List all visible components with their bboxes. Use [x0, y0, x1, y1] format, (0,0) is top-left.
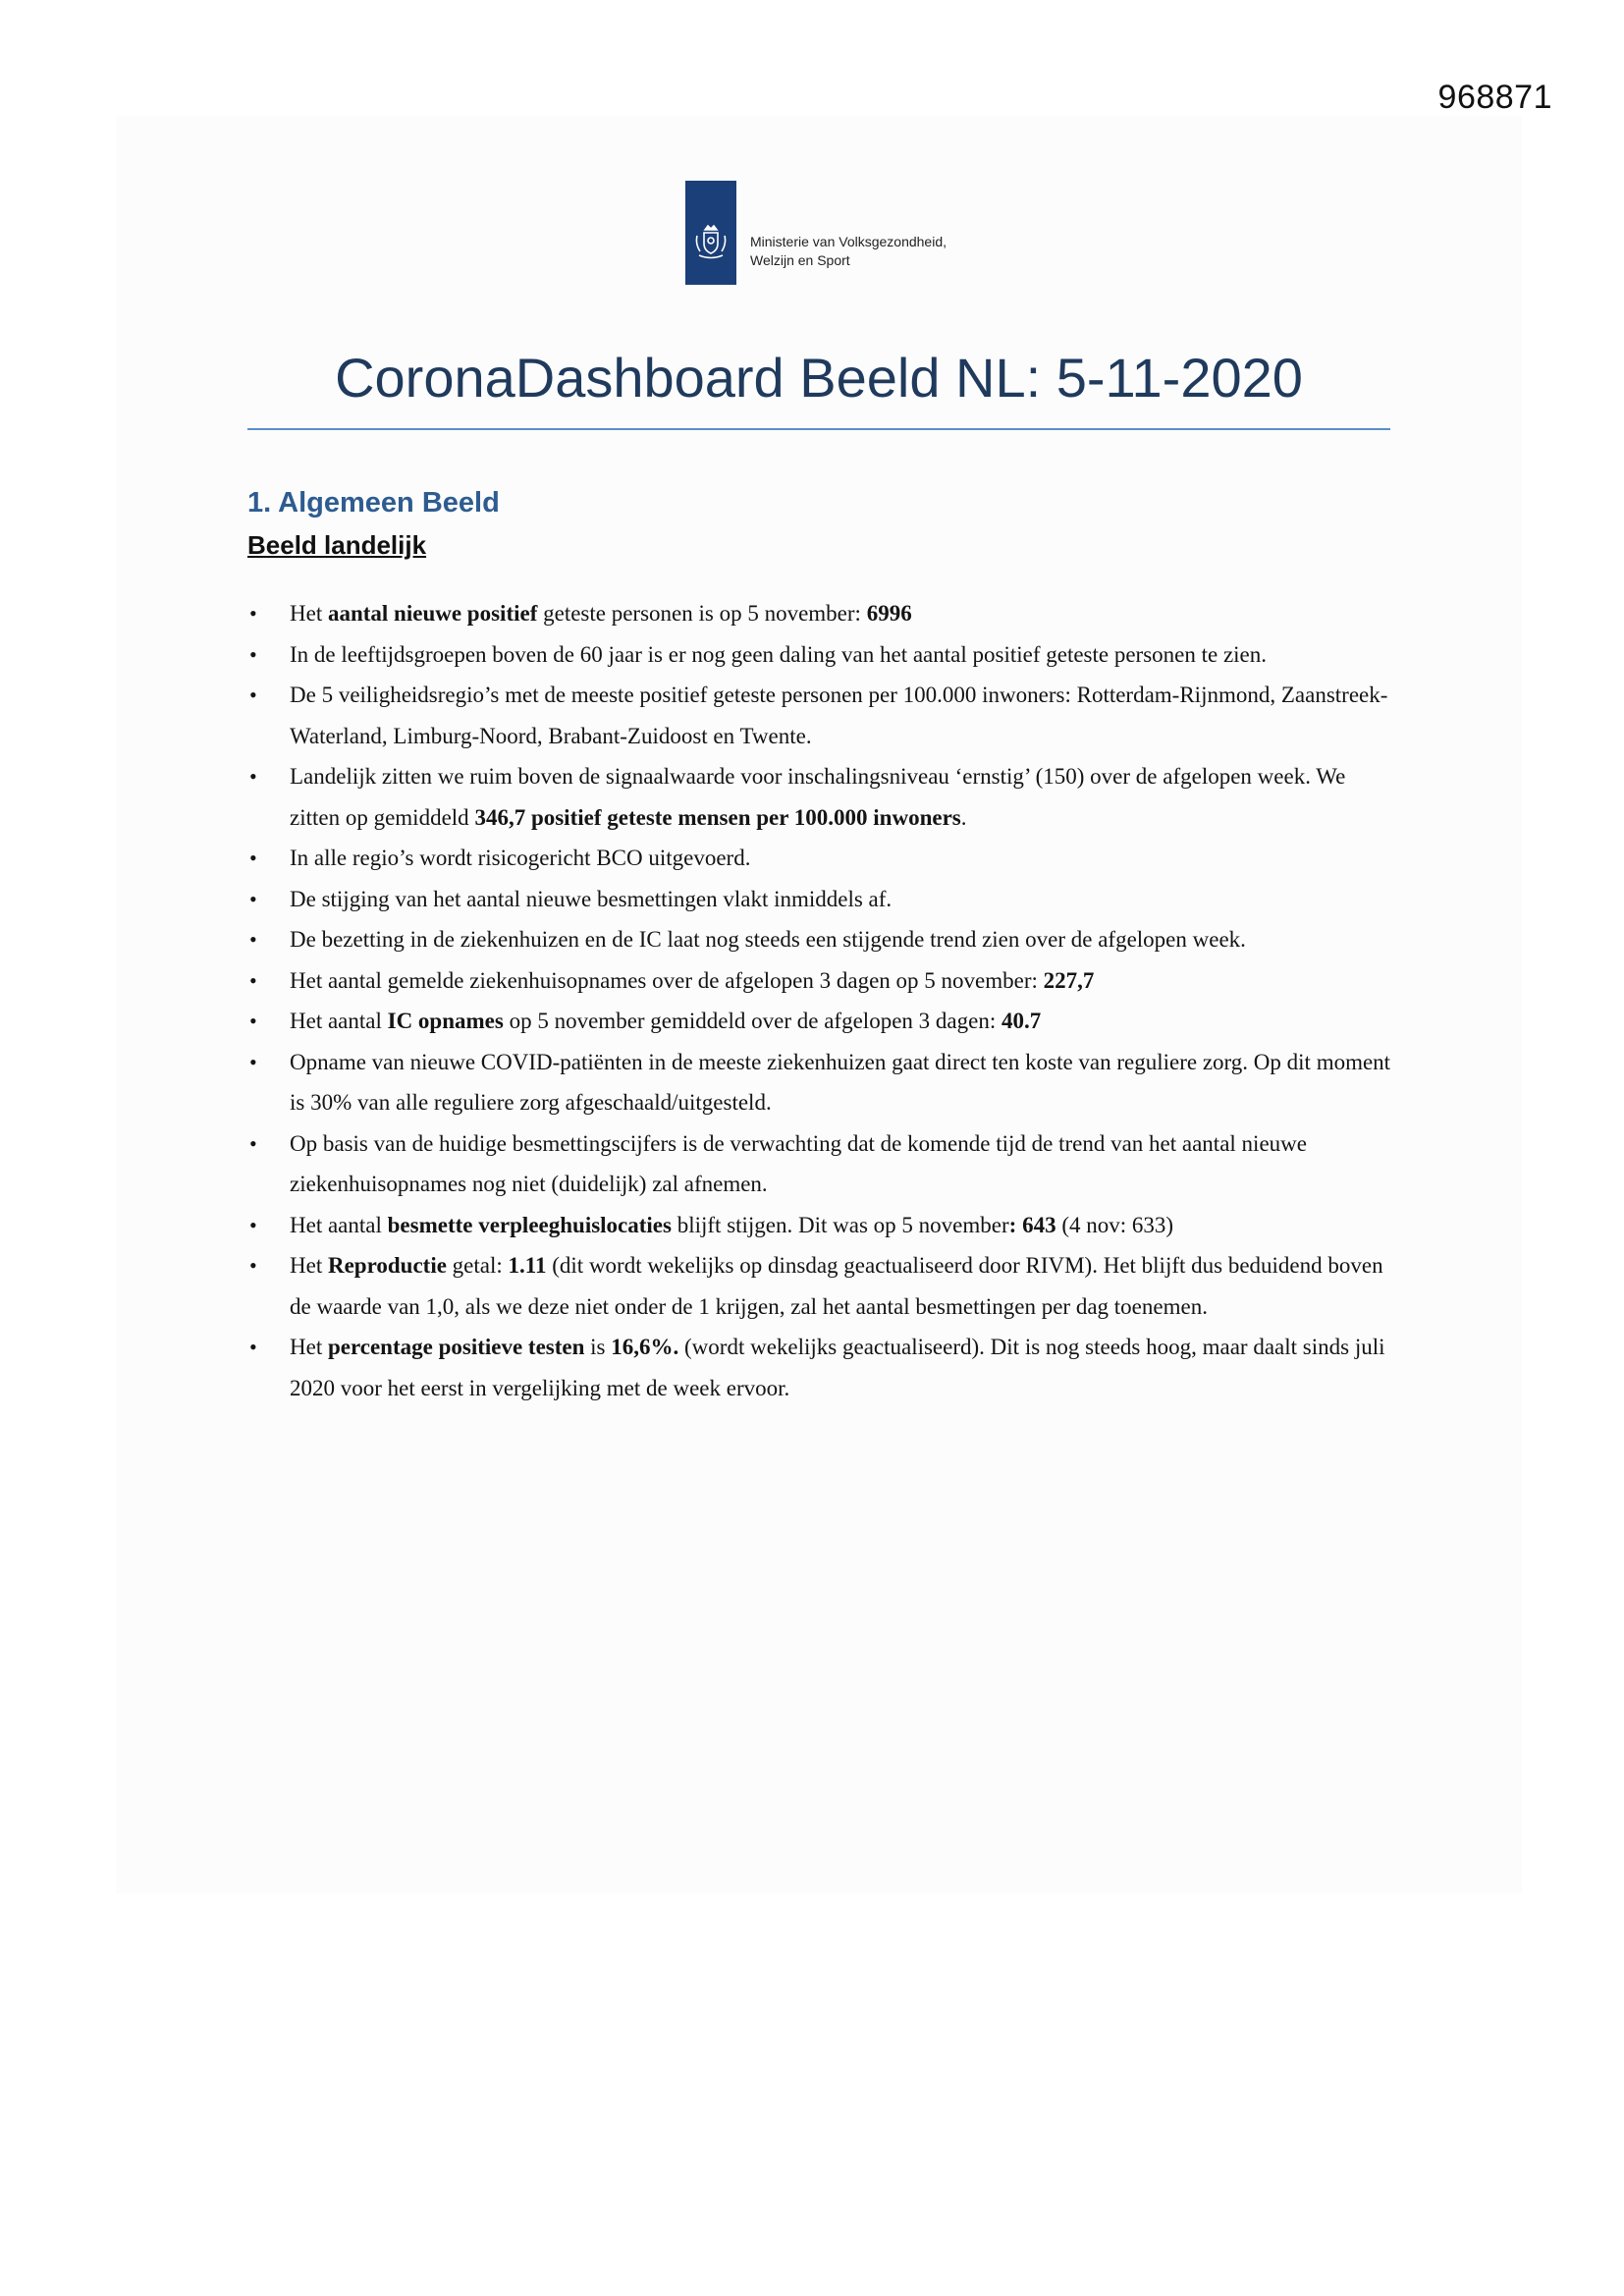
bullet-item [247, 756, 1398, 838]
bullet-text-bold: 6996 [866, 601, 912, 626]
bullet-text: In alle regio’s wordt risicogericht BCO uitgevoerd. [290, 846, 751, 870]
bullet-item [247, 1042, 1398, 1123]
bullet-text-bold: : 643 [1008, 1212, 1056, 1237]
document-title: CoronaDashboard Beeld NL: 5-11-2020 [335, 347, 1303, 409]
royal-crest-icon [691, 222, 731, 261]
bullet-text: is [584, 1335, 612, 1359]
bullet-text: De stijging van het aantal nieuwe besmettingen vlakt inmiddels af. [290, 886, 893, 911]
bullet-text-bold: 16,6%. [611, 1335, 679, 1359]
bullet-text-bold: percentage positieve testen [327, 1335, 585, 1359]
bullet-text: Het aantal gemelde ziekenhuisopnames over de afgelopen 3 dagen op 5 november: [290, 967, 1044, 993]
title-divider [247, 428, 1390, 430]
sub-heading: Beeld landelijk [247, 530, 427, 560]
bullet-item [247, 675, 1398, 756]
bullet-text-bold: 346,7 positief geteste mensen per 100.000 inwoners [474, 804, 961, 830]
bullet-list [247, 593, 1398, 1408]
bullet-text: op 5 november gemiddeld over de afgelopen 3 dagen: [503, 1009, 1001, 1033]
bullet-text-bold: Reproductie [327, 1253, 447, 1278]
ministry-logo-block [685, 181, 736, 285]
bullet-text: Het [290, 1253, 328, 1278]
bullet-text: Het aantal [290, 1212, 388, 1237]
ministry-name-line2: Welzijn en Sport [750, 252, 850, 268]
bullet-text: Landelijk zitten we ruim boven de signaalwaarde voor inschalingsniveau ‘ernstig’ (150) over de afgelopen week. We zitten op gemiddeld [290, 764, 1346, 830]
ministry-name [750, 233, 947, 270]
bullet-text: Het [290, 1335, 328, 1359]
bullet-text: . [960, 804, 967, 830]
bullet-item [247, 1245, 1398, 1327]
bullet-item [247, 1327, 1398, 1408]
bullet-text: (4 nov: 633) [1056, 1212, 1174, 1237]
bullet-item [247, 879, 1398, 920]
bullet-text: Opname van nieuwe COVID-patiënten in de meeste ziekenhuizen gaat direct ten koste van reguliere zorg. Op dit moment is 30% van alle reguliere zorg afgeschaald/uitgesteld. [290, 1049, 1391, 1115]
bullet-text: getal: [446, 1253, 509, 1278]
bullet-text-bold: besmette verpleeghuislocaties [387, 1212, 672, 1237]
ministry-name-line1: Ministerie van Volksgezondheid, [750, 234, 947, 249]
bullet-text: (wordt wekelijks geactualiseerd). Dit is nog steeds hoog, maar daalt sinds juli 2020 voor het eerst in vergelijking met de week ervoor. [290, 1335, 1385, 1400]
bullet-text-bold: 40.7 [1001, 1009, 1042, 1033]
bullet-text-bold: 227,7 [1043, 967, 1095, 993]
bullet-item [247, 1001, 1398, 1042]
bullet-text-bold: IC opnames [387, 1009, 504, 1033]
bullet-text: (dit wordt wekelijks op dinsdag geactualiseerd door RIVM). Het blijft dus beduidend boven de waarde van 1,0, als we deze niet onder de 1 krijgen, zal het aantal besmettingen per dag toenemen. [290, 1253, 1383, 1319]
bullet-item [247, 960, 1398, 1002]
bullet-item [247, 593, 1398, 634]
bullet-item [247, 634, 1398, 676]
section-heading: 1. Algemeen Beeld [247, 487, 500, 519]
bullet-text: blijft stijgen. Dit was op 5 november [671, 1212, 1009, 1237]
bullet-text: In de leeftijdsgroepen boven de 60 jaar is er nog geen daling van het aantal positief geteste personen te zien. [290, 641, 1268, 667]
bullet-text: geteste personen is op 5 november: [537, 601, 867, 626]
bullet-text: De bezetting in de ziekenhuizen en de IC laat nog steeds een stijgende trend zien over de afgelopen week. [290, 927, 1246, 952]
bullet-item [247, 838, 1398, 879]
bullet-text-bold: 1.11 [508, 1253, 547, 1278]
bullet-text: De 5 veiligheidsregio’s met de meeste positief geteste personen per 100.000 inwoners: Rotterdam-Rijnmond, Zaanstreek-Waterland, Limburg-Noord, Brabant-Zuidoost en Twente. [290, 683, 1388, 748]
bullet-text: Het [290, 601, 328, 626]
bullet-text: Het aantal [290, 1009, 388, 1033]
bullet-item [247, 1205, 1398, 1246]
bullet-text: Op basis van de huidige besmettingscijfers is de verwachting dat de komende tijd de trend van het aantal nieuwe ziekenhuisopnames nog niet (duidelijk) zal afnemen. [290, 1130, 1307, 1196]
bullet-item [247, 1123, 1398, 1205]
bullet-text-bold: aantal nieuwe positief [327, 601, 538, 626]
bullet-item [247, 919, 1398, 960]
document-number: 968871 [1437, 79, 1552, 116]
